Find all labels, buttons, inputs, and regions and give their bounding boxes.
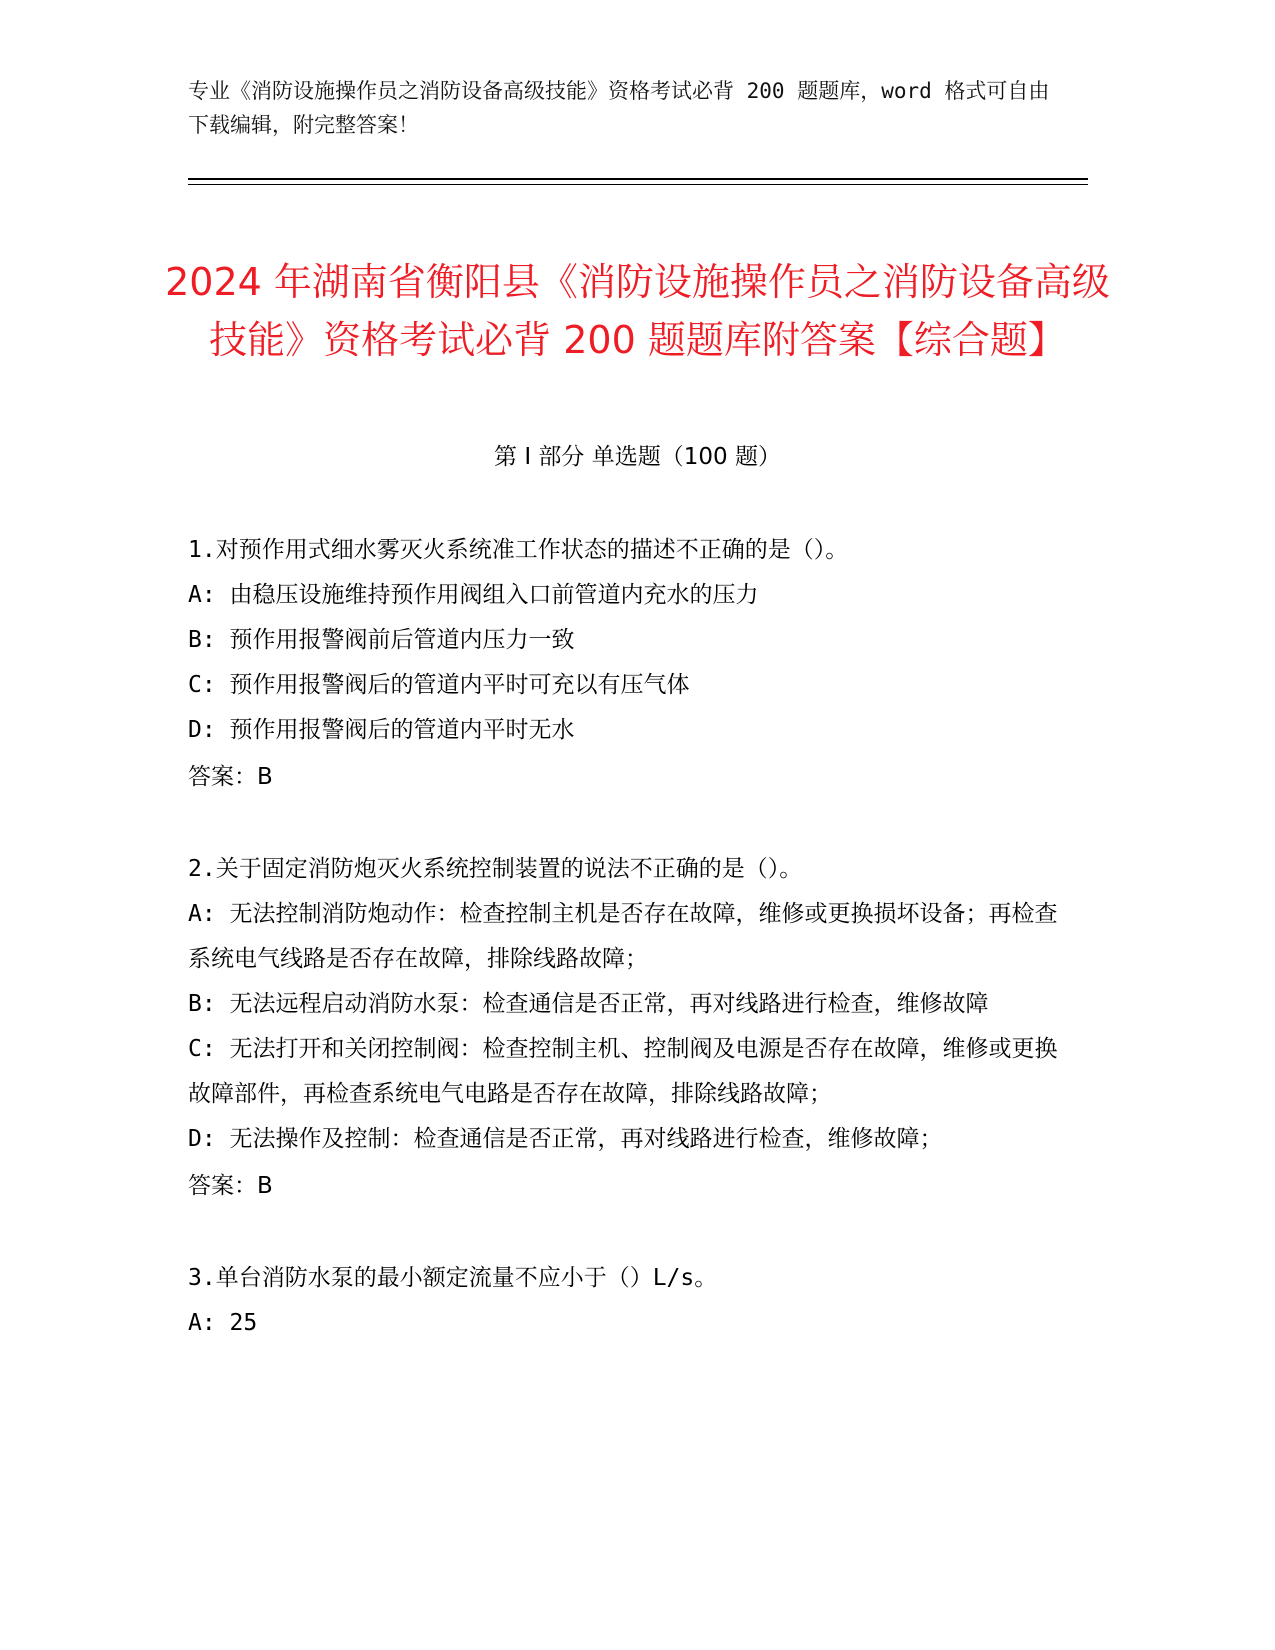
option-b: B: 无法远程启动消防水泵：检查通信是否正常，再对线路进行检查，维修故障 (188, 991, 989, 1017)
answer: 答案：B (188, 1173, 273, 1199)
option-b: B: 预作用报警阀前后管道内压力一致 (188, 627, 575, 653)
option-d: D: 预作用报警阀后的管道内平时无水 (188, 717, 575, 743)
header-divider-thick (188, 178, 1088, 180)
question-stem: 1.对预作用式细水雾灭火系统准工作状态的描述不正确的是（）。 (188, 537, 849, 563)
option-c: C: 无法打开和关闭控制阀：检查控制主机、控制阀及电源是否存在故障，维修或更换故障部件，再检查系统电气电路是否存在故障，排除线路故障； (188, 1036, 1058, 1107)
question-list (188, 528, 1068, 1392)
question-stem: 3.单台消防水泵的最小额定流量不应小于（）L/s。 (188, 1265, 718, 1291)
option-d: D: 无法操作及控制：检查通信是否正常，再对线路进行检查，维修故障； (188, 1126, 943, 1152)
header-divider-thin (188, 184, 1088, 185)
option-c: C: 预作用报警阀后的管道内平时可充以有压气体 (188, 672, 690, 698)
option-a: A: 由稳压设施维持预作用阀组入口前管道内充水的压力 (188, 582, 759, 608)
header-note: 专业《消防设施操作员之消防设备高级技能》资格考试必背 200 题题库，word 格式可自由下载编辑，附完整答案！ (188, 79, 1050, 137)
answer: 答案：B (188, 764, 273, 790)
section-title: 第 I 部分 单选题（100 题） (494, 444, 781, 470)
question-stem: 2.关于固定消防炮灭火系统控制装置的说法不正确的是（）。 (188, 856, 803, 882)
question-2 (188, 847, 1068, 1210)
question-3 (188, 1256, 1068, 1346)
question-1 (188, 528, 1068, 801)
document-title: 2024 年湖南省衡阳县《消防设施操作员之消防设备高级技能》资格考试必背 200 题题库附答案【综合题】 (165, 260, 1110, 363)
option-a: A: 25 (188, 1310, 258, 1336)
option-a: A: 无法控制消防炮动作：检查控制主机是否存在故障，维修或更换损坏设备；再检查系统电气线路是否存在故障，排除线路故障； (188, 901, 1058, 972)
